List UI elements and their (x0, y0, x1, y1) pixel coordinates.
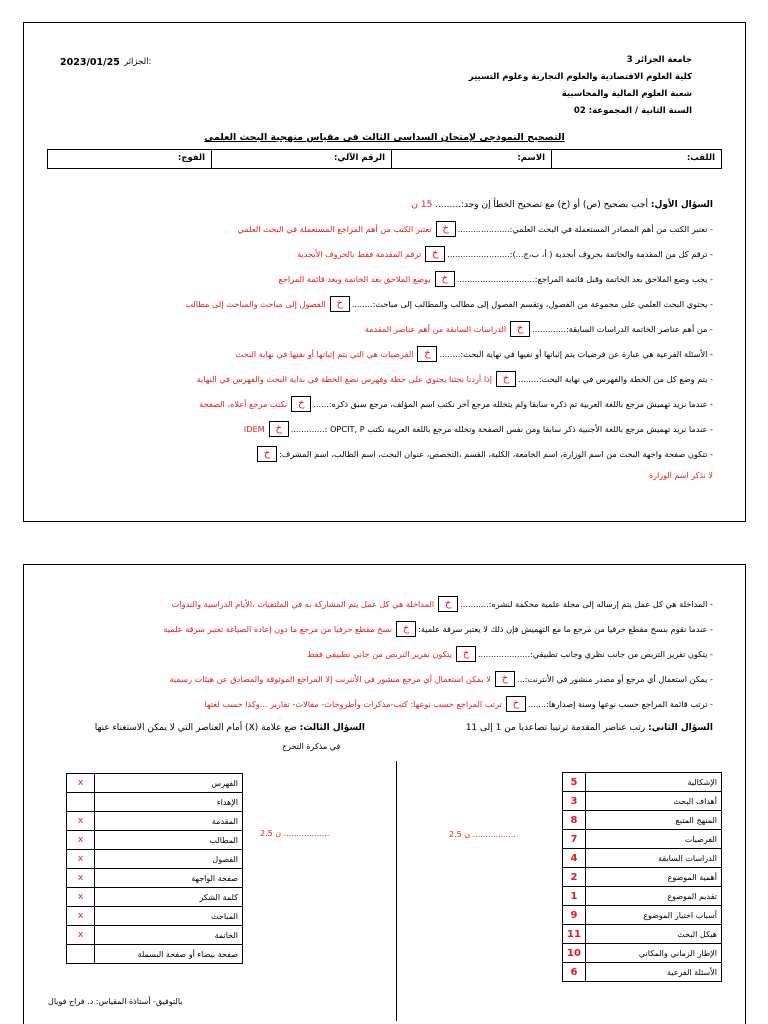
question-1-item (44, 320, 713, 338)
order-number[interactable]: 8 (563, 811, 586, 830)
question-3-text: ضع علامة (X) أمام العناصر التي لا يمكن الاستغناء عنها (94, 723, 297, 733)
correction-text: لا يمكن استعمال أي مرجع منشور في الأنترنت إلا المراجع الموثوقة والمصادق عن هيئات رسمية (169, 674, 491, 684)
check-mark[interactable]: x (67, 869, 95, 888)
element-label: الفرضيات (585, 830, 721, 849)
question-statement: - المداخلة هي كل عمل يتم إرساله إلى مجلة علمية محكمة لنشره: (488, 599, 713, 609)
table-row (563, 830, 722, 849)
element-label: الخاتمة (95, 926, 243, 945)
question-2-text: رتب عناصر المقدمة ترتيبا تصاعديا من 1 إلى 11 (465, 723, 646, 733)
element-label: صفحة الواجهة (95, 869, 243, 888)
correction-text: الدراسات السابقة من أهم عناصر المقدمة (364, 324, 507, 334)
university-name: جامعة الجزائر 3 (626, 55, 692, 65)
correction-text: ترتب المراجع حسب نوعها: كتب-مذكرات وأطروحات- مقالات- تقارير ...وكذا حسب لغتها (204, 699, 502, 709)
question-1-item (44, 645, 713, 663)
question-statement: - تتكون صفحة واجهة البحث من اسم الوزارة، اسم الجامعة، الكلية، القسم ،التخصص، عنوان البحث، اسم الطالب، اسم المشرف: (278, 449, 713, 459)
check-mark[interactable]: x (67, 812, 95, 831)
question-1-item (44, 695, 713, 713)
name-field[interactable]: الاسم: (391, 150, 551, 168)
check-mark[interactable]: x (67, 850, 95, 869)
question-1-item (44, 270, 713, 288)
element-label: المباحث (95, 907, 243, 926)
question-statement: - عندما نريد تهميش مرجع باللغة العربية تم ذكره سابقا ولم يتخلله مرجع آخر نكتب اسم المؤلف، مرجع سبق ذكره: (328, 399, 713, 409)
check-mark[interactable] (67, 793, 95, 812)
element-label: المطالب (95, 831, 243, 850)
order-number[interactable]: 4 (563, 849, 586, 868)
table-row (67, 926, 243, 945)
year-group: السنة الثانية / المجموعة: 02 (573, 106, 692, 116)
question-statement: - عندما نقوم بنسخ مقطع حرفيا من مرجع ما مع التهميش فإن ذلك لا يعتبر سرقة علمية: (418, 624, 713, 634)
element-label: أهمية الموضوع (585, 868, 721, 887)
answer-box[interactable]: خ (456, 646, 476, 662)
answer-box[interactable]: خ (510, 321, 530, 337)
question-1-item (44, 370, 713, 388)
answer-box[interactable]: خ (435, 271, 455, 287)
answer-box[interactable]: خ (438, 596, 458, 612)
order-number[interactable]: 7 (563, 830, 586, 849)
answer-dots: .................... (477, 649, 530, 659)
question-2-title (466, 723, 713, 733)
final-note: لا نذكر اسم الوزارة (648, 471, 713, 480)
answer-dots: ........ (351, 299, 373, 309)
correction-text: المداخلة هي كل عمل يتم المشاركة به في الملتقيات ،الأيام الدراسية والندوات (171, 599, 435, 609)
table-row (563, 811, 722, 830)
element-label: الفهرس (95, 774, 243, 793)
surname-field[interactable]: اللقب: (551, 150, 721, 168)
table-row (563, 944, 722, 963)
number-field[interactable]: الرقم الآلي: (211, 150, 391, 168)
question-1-item (44, 245, 713, 263)
element-label: الإشكالية (585, 773, 721, 792)
order-number[interactable]: 6 (563, 963, 586, 982)
check-mark[interactable]: x (67, 888, 95, 907)
answer-dots: .............................. (456, 274, 535, 284)
correction-text: تعتبر الكتب من أهم المراجع المستعملة في البحث العلمي (237, 224, 432, 234)
question-2-label: السؤال الثاني: (648, 723, 713, 733)
answer-dots: ... (516, 674, 525, 684)
question-statement: - الأسئلة الفرعية هي عبارة عن فرضيات يتم إثباتها أو نفيها في نهاية البحث: (460, 349, 713, 359)
table-row (563, 906, 722, 925)
element-label: أسباب اختيار الموضوع (585, 906, 721, 925)
question-1-label: السؤال الأول: (650, 200, 713, 210)
correction-text: يتكون تقرير التربص من جاني تطبيقي فقط (307, 649, 452, 659)
element-label: كلمة الشكر (95, 888, 243, 907)
page-title: التصحيح النموذجي لإمتحان السداسي الثالث في مقياس منهجية البحث العلمي (204, 132, 565, 143)
answer-box[interactable]: خ (291, 396, 311, 412)
order-number[interactable]: 3 (563, 792, 586, 811)
table-row (563, 792, 722, 811)
element-label: الإطار الزماني والمكاني (585, 944, 721, 963)
answer-box[interactable]: خ (396, 621, 416, 637)
correction-text: IDEM (243, 424, 265, 434)
answer-box[interactable]: خ (506, 696, 526, 712)
order-number[interactable]: 11 (563, 925, 586, 944)
question-statement: - من أهم عناصر الخاتمة الدراسات السابقة: (566, 324, 713, 334)
question-1-item (44, 670, 713, 688)
table-row (563, 887, 722, 906)
question-statement: - عندما نريد تهميش مرجع باللغة الأجنبية ذكر سابقا ومن نفس الصفحة وتخلله مرجع باللغة العربية نكتب OPCIT, P : (324, 424, 713, 434)
question-statement: - ترقم كل من المقدمة والخاتمة بحروف أبجدية ( أ، ب،ج...): (509, 249, 713, 259)
question-statement: - يحتوي البحث العلمي على مجموعة من الفصول، وتقسم الفصول إلى مطالب والمطالب إلى مباحث: (372, 299, 713, 309)
footer-signature: بالتوفيق- أستاذة المقياس: د. فراح فويال (48, 997, 183, 1006)
answer-dots: ........................ (447, 249, 510, 259)
element-label: الإهداء (95, 793, 243, 812)
order-number[interactable]: 10 (563, 944, 586, 963)
check-mark[interactable]: x (67, 926, 95, 945)
element-label: المقدمة (95, 812, 243, 831)
question-statement: - يمكن استعمال أي مرجع أو مصدر منشور في الأنترنت: (524, 674, 713, 684)
answer-dots: .................... (457, 224, 510, 234)
element-label: أهداف البحث (585, 792, 721, 811)
table-row (67, 888, 243, 907)
table-row (67, 907, 243, 926)
department-name: شعبة العلوم المالية والمحاسبية (561, 89, 692, 99)
question-1-text: أجب بصحيح (ص) أو (خ) مع تصحيح الخطأ إن وجد:......... (435, 200, 649, 210)
element-label: الفصول (95, 850, 243, 869)
table-row (563, 849, 722, 868)
answer-box[interactable]: خ (417, 346, 437, 362)
question-1-item (44, 345, 713, 363)
answer-dots: ....... (527, 699, 547, 709)
question-1-item (44, 295, 713, 313)
order-number[interactable]: 1 (563, 887, 586, 906)
correction-text: الفصول إلى مباحث والمباحث إلى مطالب (185, 299, 326, 309)
table-row (67, 831, 243, 850)
answer-box[interactable]: خ (496, 371, 516, 387)
question-statement: - يتم وضع كل من الخطة والفهرس في نهاية البحث: (538, 374, 713, 384)
question-1-title (411, 200, 713, 210)
exam-page-1 (23, 22, 746, 522)
element-label: هيكل البحث (585, 925, 721, 944)
table-row (67, 793, 243, 812)
question-2-table (562, 772, 722, 982)
check-mark[interactable]: x (67, 907, 95, 926)
order-number[interactable]: 2 (563, 868, 586, 887)
table-row (67, 774, 243, 793)
answer-dots: ............. (532, 324, 566, 334)
group-field[interactable]: الفوج: (177, 153, 205, 163)
faculty-name: كلية العلوم الاقتصادية والعلوم التجارية وعلوم التسيير (468, 72, 692, 82)
answer-box[interactable]: خ (330, 296, 350, 312)
order-number[interactable]: 5 (563, 773, 586, 792)
answer-box[interactable]: خ (269, 421, 289, 437)
answer-box[interactable]: خ (436, 221, 456, 237)
correction-text: نكتب مرجع أعلاه، الصفحة (199, 399, 288, 409)
question-1-item (44, 395, 713, 413)
correction-text: يوضع الملاحق بعد الخاتمة وبعد قائمة المراجع (278, 274, 431, 284)
check-mark[interactable]: x (67, 774, 95, 793)
answer-dots: ...... (313, 399, 329, 409)
table-row (67, 869, 243, 888)
correction-text: الفرضيات هي التي يتم إثباتها أو نفيها في نهاية البحث (235, 349, 414, 359)
correction-text: نسخ مقطع حرفيا من مرجع ما دون إعادة الصياغة تعتبر سرقة علمية (163, 624, 393, 634)
question-1-item (44, 220, 713, 238)
table-row (563, 773, 722, 792)
exam-date: 2023/01/25 (60, 57, 120, 68)
answer-dots: ............. (290, 424, 325, 434)
answer-dots: ........ (439, 349, 461, 359)
exam-page-2 (23, 564, 746, 1024)
question-1-item (44, 595, 713, 613)
question-1-item (44, 420, 713, 438)
table-row (67, 945, 243, 964)
answer-box[interactable]: خ (257, 446, 277, 462)
answer-dots: ........... (460, 599, 489, 609)
answer-dots: ........ (518, 374, 539, 384)
correction-text: ترقم المقدمة فقط بالحروف الأبجدية (297, 249, 422, 259)
element-label: الأسئلة الفرعية (585, 963, 721, 982)
answer-box[interactable]: خ (495, 671, 515, 687)
table-row (563, 868, 722, 887)
student-id-table (47, 149, 722, 169)
table-row (67, 850, 243, 869)
answer-box[interactable]: خ (425, 246, 445, 262)
question-1-points: 15 ن (411, 200, 433, 210)
element-label: تقديم الموضوع (585, 887, 721, 906)
table-row (67, 812, 243, 831)
question-3-points: 2.5 ن .................. (260, 829, 330, 838)
question-1-item (44, 620, 713, 638)
table-row (563, 925, 722, 944)
element-label: الدراسات السابقة (585, 849, 721, 868)
order-number[interactable]: 9 (563, 906, 586, 925)
element-label: صفحة بيضاء أو صفحة البسملة (95, 945, 243, 964)
question-statement: - يتكون تقرير التربص من جانب نظري وجانب تطبيقي: (530, 649, 713, 659)
question-3-title (95, 723, 365, 733)
column-divider (396, 761, 397, 1021)
question-3-table (66, 773, 243, 964)
correction-text: إذا أردنا بحثنا يحتوي على خطة وفهرس نضع الخطة في بداية البحث والفهرس في النهاية (196, 374, 493, 384)
question-1-item (44, 445, 713, 463)
question-statement: - ترتب قائمة المراجع حسب نوعها وسنة إصدارها: (546, 699, 713, 709)
date-label: الجزائر: (124, 57, 152, 67)
question-statement: - يجب وضع الملاحق بعد الخاتمة وقبل قائمة المراجع: (534, 274, 713, 284)
element-label: المنهج المتبع (585, 811, 721, 830)
check-mark[interactable]: x (67, 831, 95, 850)
question-2-points: 2.5 ن ................. (449, 830, 516, 839)
table-row (563, 963, 722, 982)
question-statement: - تعتبر الكتب من أهم المصادر المستعملة في البحث العلمي: (509, 224, 713, 234)
question-3-text-line2: في مذكرة التخرج (282, 742, 341, 751)
check-mark[interactable] (67, 945, 95, 964)
question-3-label: السؤال الثالث: (299, 723, 365, 733)
